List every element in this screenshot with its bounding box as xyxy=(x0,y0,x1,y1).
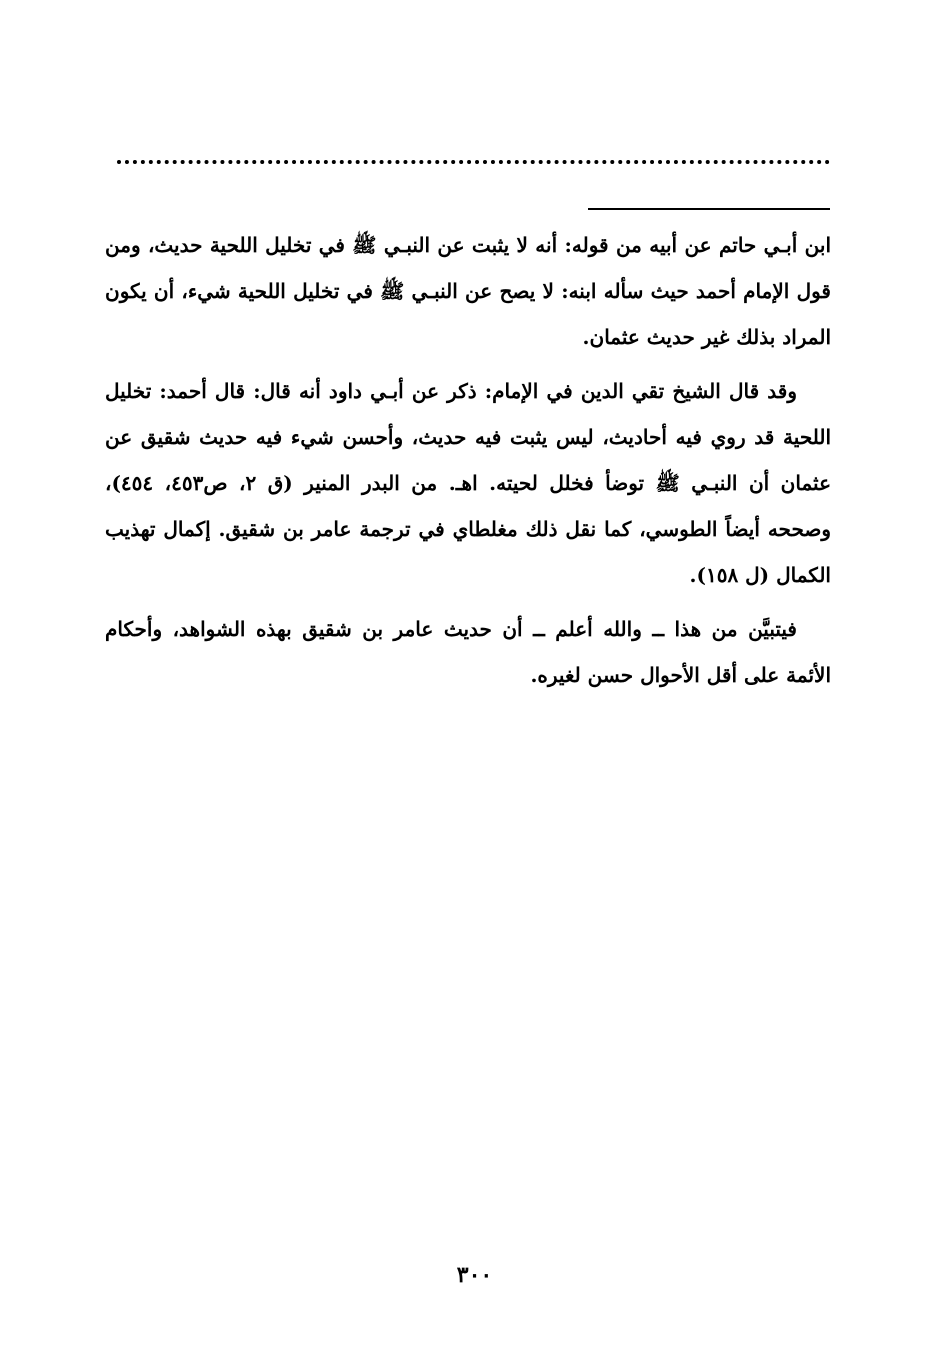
footnote-paragraph-3: فيتبيَّن من هذا ــ والله أعلم ــ أن حديث عامر بن شقيق بهذه الشواهد، وأحكام الأئمة على أقل الأحوال حسن لغيره. xyxy=(105,617,831,687)
page-number: ٣٠٠ xyxy=(456,1262,493,1288)
footnote-paragraph-1: ابن أبـي حاتم عن أبيه من قوله: أنه لا يثبت عن النبـي ﷺ في تخليل اللحية حديث، ومن قول الإمام أحمد حيث سأله ابنه: لا يصح عن النبـي ﷺ في تخليل اللحية شيء، أن يكون المراد بذلك غير حديث عثمان. xyxy=(105,233,831,349)
dotted-separator xyxy=(117,160,830,164)
footnote-rule xyxy=(588,208,830,210)
footnotes-block xyxy=(105,222,831,706)
footnote-paragraph-2: وقد قال الشيخ تقي الدين في الإمام: ذكر عن أبـي داود أنه قال: قال أحمد: تخليل اللحية قد روي فيه أحاديث، ليس يثبت فيه حديث، وأحسن شيء فيه حديث شقيق عن عثمان أن النبـي ﷺ توضأ فخلل لحيته. اهـ. من البدر المنير (ق ٢، ص٤٥٣، ٤٥٤)، وصححه أيضاً الطوسي، كما نقل ذلك مغلطاي في ترجمة عامر بن شقيق. إكمال تهذيب الكمال (ل ١٥٨). xyxy=(105,379,831,587)
